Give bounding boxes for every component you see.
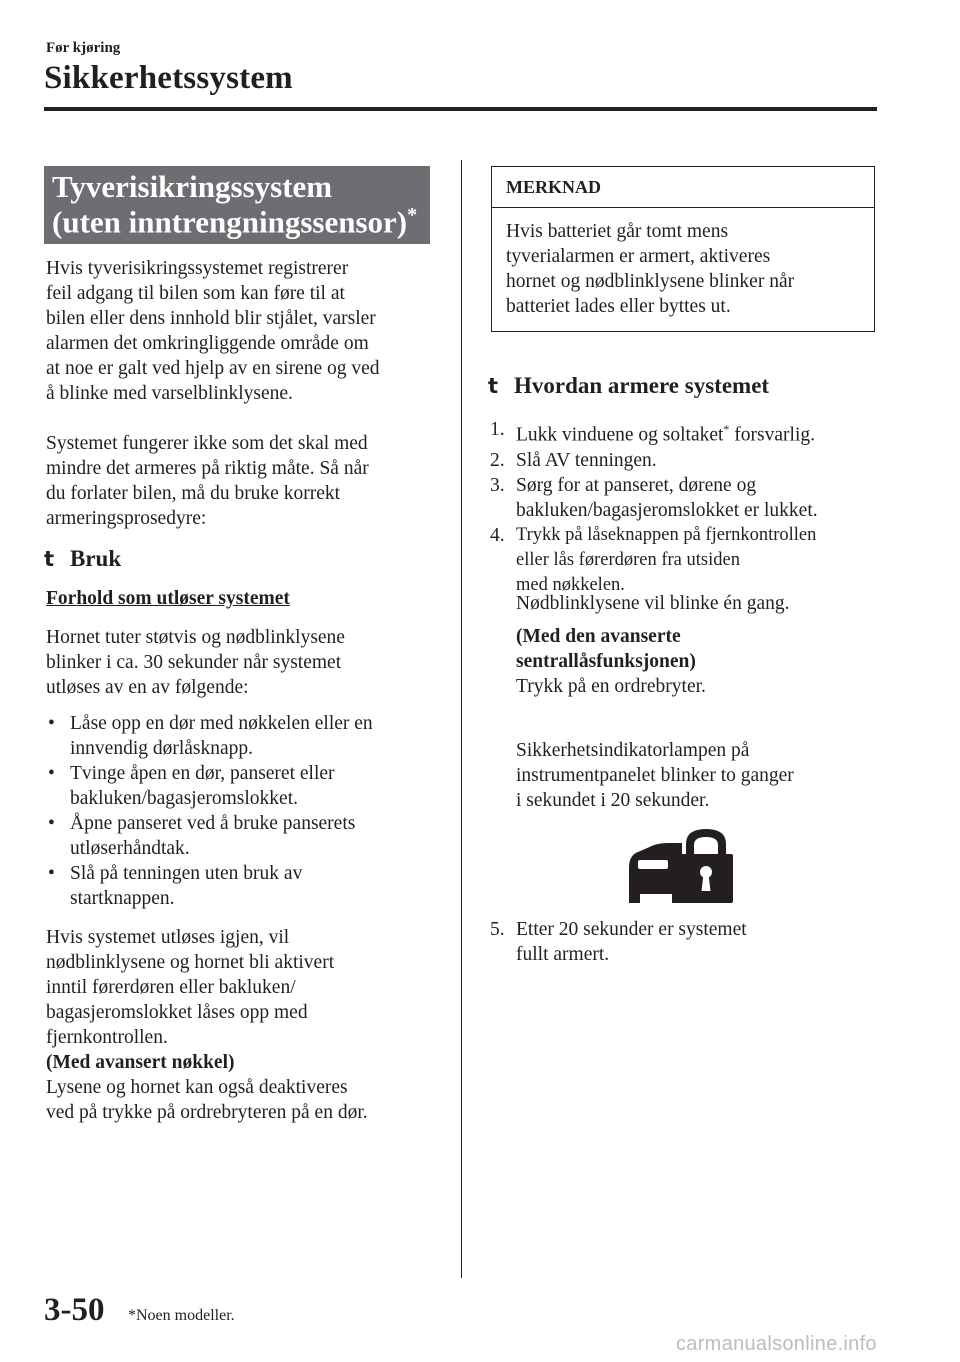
page-number: 3-50 [44, 1292, 105, 1328]
step-number: 3. [490, 474, 505, 496]
footnote: *Noen modeller. [128, 1307, 235, 1324]
text-line: tyverialarmen er armert, aktiveres [506, 246, 771, 267]
bullet-dot: • [48, 713, 55, 734]
text-line: du forlater bilen, må du bruke korrekt [46, 483, 341, 504]
advanced-label-line: sentrallåsfunksjonen) [516, 651, 696, 672]
text-line: innvendig dørlåsknapp. [70, 738, 254, 759]
advanced-central-locking [516, 624, 706, 699]
security-indicator-lock-icon [628, 828, 734, 904]
text-line: hornet og nødblinklysene blinker når [506, 271, 795, 292]
text-line: fullt armert. [516, 944, 610, 965]
step1-text-a: Lukk vinduene og soltaket [516, 424, 724, 446]
text-line [516, 417, 890, 448]
text-line: bakluken/bagasjeromslokket. [70, 788, 298, 809]
text-line: Sikkerhetsindikatorlampen på [516, 740, 750, 761]
note-divider [492, 207, 874, 208]
text-line: i sekundet i 20 sekunder. [516, 790, 710, 811]
bullet-dot: • [48, 863, 55, 884]
section-title: Sikkerhetssystem [44, 60, 293, 96]
text-line: Låse opp en dør med nøkkelen eller en [70, 713, 373, 734]
step-number: 5. [490, 919, 505, 940]
text-line: Hornet tuter støtvis og nødblinklysene [46, 627, 345, 648]
note-text [506, 219, 794, 319]
step-number: 4. [490, 524, 505, 546]
column-divider [461, 160, 462, 1278]
intro-paragraph-1 [46, 256, 446, 406]
text-line: at noe er galt ved hjelp av en sirene og ved [46, 358, 380, 379]
header-rule [44, 107, 877, 111]
step-number: 1. [490, 419, 505, 440]
step-2 [490, 448, 890, 473]
topic-title-line2 [52, 204, 417, 240]
list-item [46, 861, 446, 911]
step-5 [490, 917, 890, 967]
text-line: Slå på tenningen uten bruk av [70, 863, 303, 884]
step-1 [490, 417, 890, 448]
text-line: Hvis batteriet går tomt mens [506, 221, 729, 242]
text-line: Tvinge åpen en dør, panseret eller [70, 763, 335, 784]
text-line: bilen eller dens innhold blir stjålet, varsler [46, 308, 376, 329]
watermark: carmanualsonline.info [676, 1333, 877, 1355]
text-line: Etter 20 sekunder er systemet [516, 919, 747, 940]
text-line: eller lås førerdøren fra utsiden [516, 549, 740, 570]
text-line: startknappen. [70, 888, 175, 909]
condition-paragraph [46, 625, 446, 700]
text-line: ved på trykke på ordrebryteren på en dør. [46, 1102, 368, 1123]
text-line: å blinke med varselblinklysene. [46, 383, 293, 404]
text-line: Systemet fungerer ikke som det skal med [46, 433, 368, 454]
chapter-label: Før kjøring [46, 40, 121, 56]
condition-heading: Forhold som utløser systemet [46, 588, 290, 609]
text-line: batteriet lades eller byttes ut. [506, 296, 731, 317]
arming-steps [490, 417, 890, 598]
text-line: alarmen det omkringliggende område om [46, 333, 369, 354]
topic-title-box [44, 166, 430, 244]
advanced-label-line: (Med den avanserte [516, 626, 681, 647]
trigger-bullet-list [46, 711, 446, 911]
note-title: MERKNAD [506, 177, 601, 197]
bullet-dot: • [48, 763, 55, 784]
text-line: blinker i ca. 30 sekunder når systemet [46, 652, 342, 673]
list-item [46, 711, 446, 761]
text-line: bagasjeromslokket låses opp med [46, 1002, 308, 1023]
text-line: Åpne panseret ved å bruke panserets [70, 813, 356, 834]
text-line: Slå AV tenningen. [516, 449, 657, 471]
heading-bruk [44, 546, 121, 572]
heading-marker: t [44, 547, 55, 571]
topic-title-line2-text: (uten inntrengningssensor) [52, 204, 408, 240]
text-line: nødblinklysene og hornet bli aktivert [46, 952, 335, 973]
text-line: inntil førerdøren eller bakluken/ [46, 977, 296, 998]
intro-paragraph-2 [46, 431, 446, 531]
text-line: utløserhåndtak. [70, 838, 190, 859]
text-line: Sørg for at panseret, dørene og [516, 474, 757, 496]
heading-arm-text: Hvordan armere systemet [514, 373, 770, 398]
heading-marker: t [488, 374, 499, 398]
list-item [46, 811, 446, 861]
arming-step-5 [490, 917, 890, 967]
step-4 [490, 523, 890, 598]
topic-asterisk: * [407, 204, 418, 226]
step-number: 2. [490, 449, 505, 471]
step1-text-b: forsvarlig. [729, 424, 815, 446]
text-line: utløses av en av følgende: [46, 677, 249, 698]
step-3 [490, 473, 890, 523]
text-line: Hvis systemet utløses igjen, vil [46, 927, 290, 948]
text-line: Lysene og hornet kan også deaktiveres [46, 1077, 348, 1098]
advanced-key-label: (Med avansert nøkkel) [46, 1052, 235, 1073]
heading-arm-system [488, 373, 769, 399]
heading-bruk-text: Bruk [70, 546, 122, 571]
text-line: bakluken/bagasjeromslokket er lukket. [516, 499, 818, 521]
text-line: fjernkontrollen. [46, 1027, 168, 1048]
text-line: med nøkkelen. [516, 574, 625, 595]
text-line: armeringsprosedyre: [46, 508, 207, 529]
text-line: Nødblinklysene vil blinke én gang. [516, 593, 790, 614]
topic-title-line1: Tyverisikringssystem [52, 169, 333, 204]
retrigger-paragraph [46, 925, 446, 1125]
text-line: Trykk på låseknappen på fjernkontrollen [516, 524, 817, 545]
text-line: instrumentpanelet blinker to ganger [516, 765, 794, 786]
step4-result [516, 591, 790, 616]
text-line: Trykk på en ordrebryter. [516, 676, 706, 697]
list-item [46, 761, 446, 811]
text-line: Hvis tyverisikringssystemet registrerer [46, 258, 349, 279]
bullet-dot: • [48, 813, 55, 834]
indicator-paragraph [516, 738, 794, 813]
text-line: mindre det armeres på riktig måte. Så når [46, 458, 369, 479]
footnote-asterisk: * [723, 422, 730, 436]
text-line: feil adgang til bilen som kan føre til at [46, 283, 345, 304]
note-box [491, 166, 875, 332]
